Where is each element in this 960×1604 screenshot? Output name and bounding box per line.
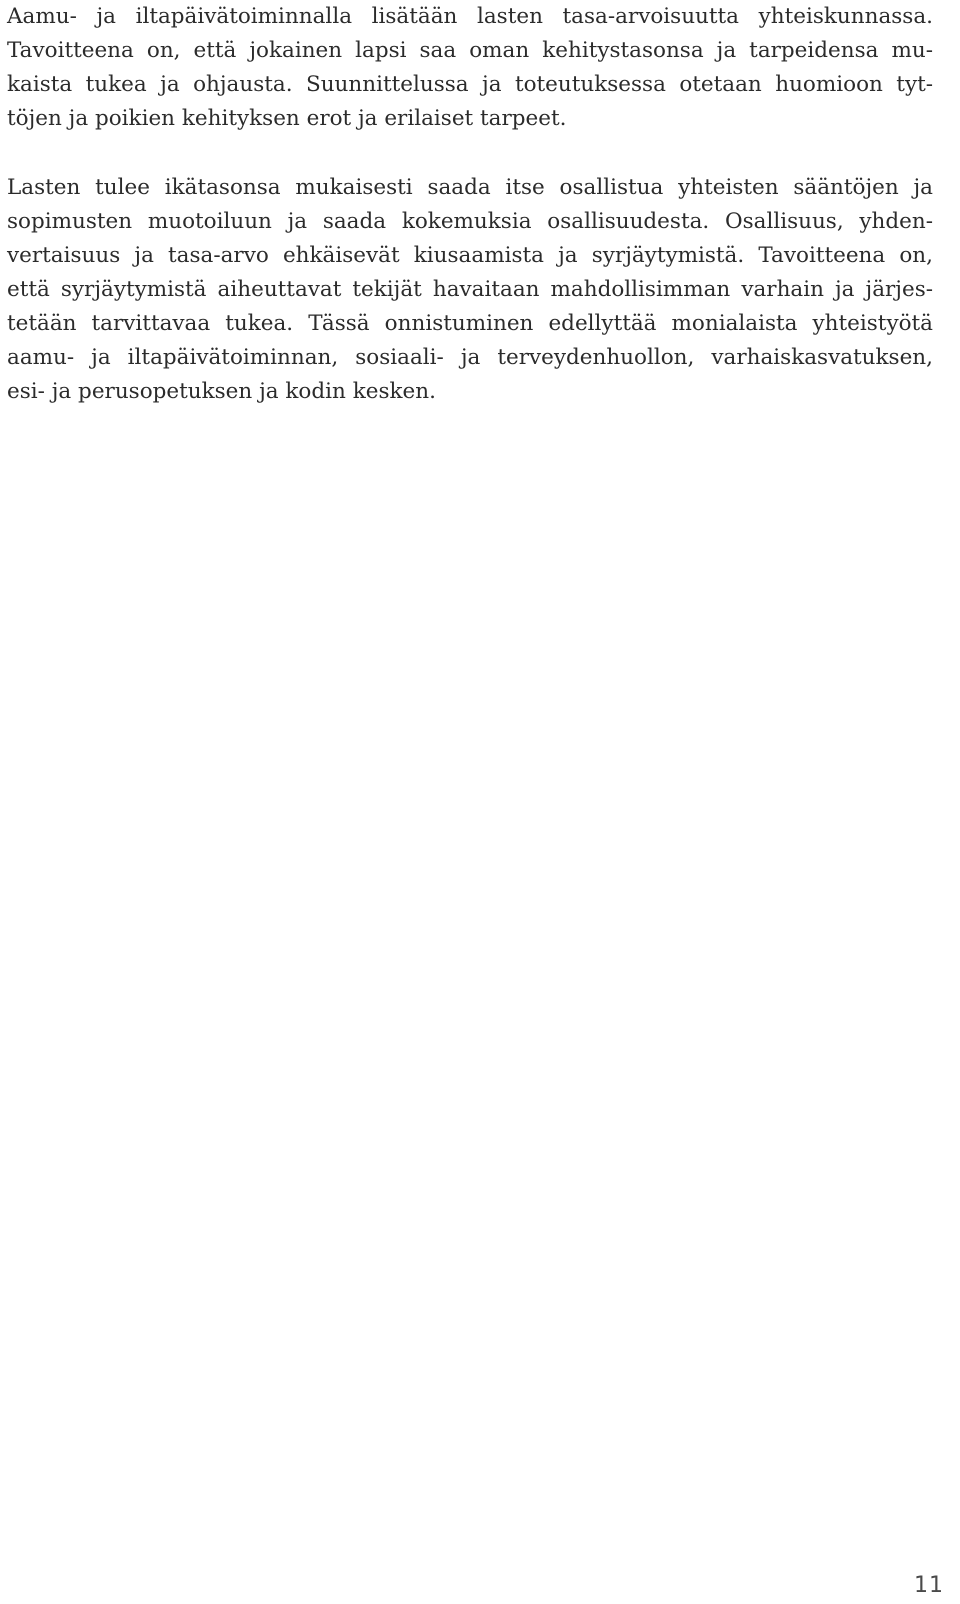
text-line: esi- ja perusopetuksen ja kodin kesken. [7, 379, 436, 404]
text-line: vertaisuus ja tasa-arvo ehkäisevät kiusaamista ja syrjäytymistä. Tavoitteena on, [7, 243, 933, 268]
text-line: tetään tarvittavaa tukea. Tässä onnistuminen edellyttää monialaista yhteistyötä [7, 311, 933, 336]
text-line: Tavoitteena on, että jokainen lapsi saa oman kehitystasonsa ja tarpeidensa mu- [7, 38, 933, 63]
text-line: Aamu- ja iltapäivätoiminnalla lisätään lasten tasa-arvoisuutta yhteiskunnassa. [7, 4, 933, 29]
paragraph-2 [7, 171, 933, 409]
paragraph-1 [7, 0, 933, 136]
text-line: töjen ja poikien kehityksen erot ja erilaiset tarpeet. [7, 106, 567, 131]
text-line: Lasten tulee ikätasonsa mukaisesti saada itse osallistua yhteisten sääntöjen ja [7, 175, 933, 200]
page-number: 11 [914, 1573, 944, 1598]
text-line: aamu- ja iltapäivätoiminnan, sosiaali- ja terveydenhuollon, varhaiskasvatuksen, [7, 345, 933, 370]
body-text [7, 0, 933, 409]
text-line: kaista tukea ja ohjausta. Suunnittelussa ja toteutuksessa otetaan huomioon tyt- [7, 72, 933, 97]
paragraph-gap [7, 136, 933, 171]
text-line: että syrjäytymistä aiheuttavat tekijät havaitaan mahdollisimman varhain ja järjes- [7, 277, 933, 302]
text-line: sopimusten muotoiluun ja saada kokemuksia osallisuudesta. Osallisuus, yhden- [7, 209, 933, 234]
